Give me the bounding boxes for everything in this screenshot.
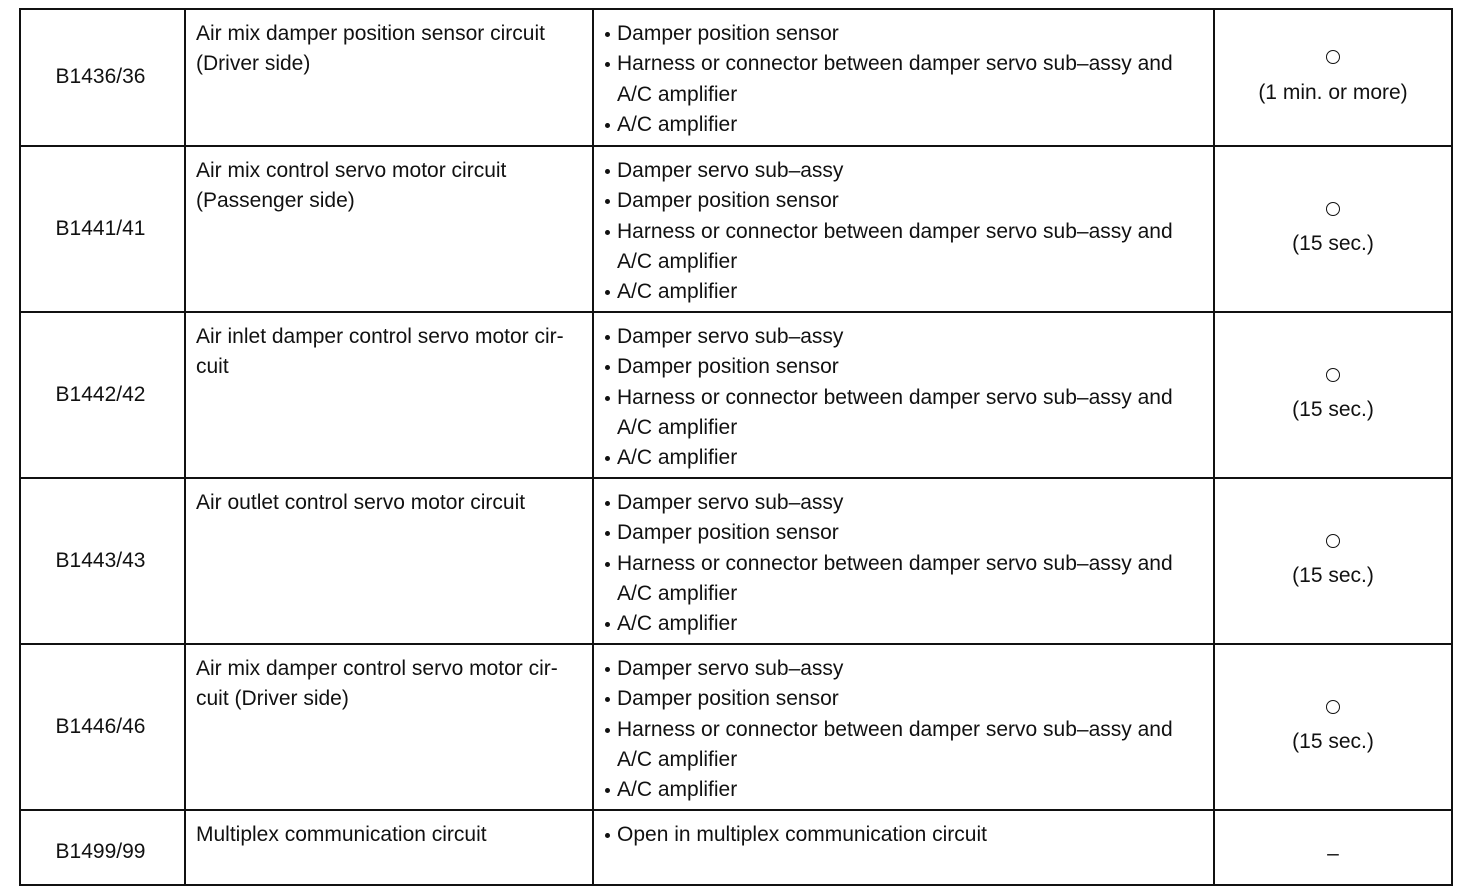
memory-cell [1214,9,1452,146]
trouble-area-item: Damper position sensor [604,19,1205,49]
trouble-area [593,9,1214,146]
dtc-table-body [20,9,1452,885]
trouble-area [593,146,1214,312]
detection-item: Air outlet control servo motor circuit [185,478,593,644]
trouble-area-item: Damper position sensor [604,684,1205,714]
trouble-area-item: Harness or connector between damper servo sub–assy and A/C amplifier [604,549,1205,610]
detection-item: Air inlet damper control servo motor cir-cuit [185,312,593,478]
dtc-code: B1446/46 [20,644,185,810]
detection-item: Air mix damper control servo motor cir-cuit (Driver side) [185,644,593,810]
trouble-area [593,644,1214,810]
memory-cell [1214,644,1452,810]
trouble-area [593,478,1214,644]
dash-mark: – [1327,842,1339,866]
trouble-area-item: Damper servo sub–assy [604,322,1205,352]
circle-mark-icon [1326,700,1340,714]
trouble-area-item: Damper position sensor [604,352,1205,382]
trouble-area-item: Damper position sensor [604,186,1205,216]
detection-item: Multiplex communication circuit [185,810,593,885]
memory-note: (15 sec.) [1292,564,1374,587]
trouble-area-item: Damper servo sub–assy [604,156,1205,186]
dtc-code: B1443/43 [20,478,185,644]
trouble-area-item: Damper servo sub–assy [604,488,1205,518]
trouble-area-item: Harness or connector between damper servo sub–assy and A/C amplifier [604,217,1205,278]
trouble-area [593,810,1214,885]
memory-note: (15 sec.) [1292,398,1374,421]
trouble-area-item: Harness or connector between damper servo sub–assy and A/C amplifier [604,715,1205,776]
memory-cell [1214,146,1452,312]
trouble-area-list [604,488,1205,639]
table-row [20,644,1452,810]
detection-item: Air mix control servo motor circuit (Passenger side) [185,146,593,312]
trouble-area-item: A/C amplifier [604,277,1205,307]
memory-note: (1 min. or more) [1258,80,1408,104]
trouble-area-item: A/C amplifier [604,110,1205,140]
memory-note: (15 sec.) [1292,730,1374,753]
circle-mark-icon [1326,368,1340,382]
memory-note: (15 sec.) [1292,232,1374,255]
trouble-area-item: Open in multiplex communication circuit [604,820,1205,850]
table-row [20,312,1452,478]
trouble-area-list [604,322,1205,473]
circle-mark-icon [1326,534,1340,548]
circle-mark-icon [1326,202,1340,216]
trouble-area [593,312,1214,478]
table-row [20,478,1452,644]
trouble-area-item: Harness or connector between damper servo sub–assy and A/C amplifier [604,383,1205,444]
trouble-area-list [604,654,1205,805]
dtc-table [19,8,1453,886]
trouble-area-item: Damper position sensor [604,518,1205,548]
dtc-code: B1441/41 [20,146,185,312]
memory-cell [1214,810,1452,885]
trouble-area-item: A/C amplifier [604,609,1205,639]
circle-mark-icon [1326,50,1340,64]
dtc-code: B1499/99 [20,810,185,885]
table-row [20,146,1452,312]
trouble-area-item: Harness or connector between damper servo sub–assy and A/C amplifier [604,49,1205,110]
memory-cell [1214,478,1452,644]
dtc-code: B1436/36 [20,9,185,146]
trouble-area-item: A/C amplifier [604,775,1205,805]
table-row [20,9,1452,146]
detection-item: Air mix damper position sensor circuit (Driver side) [185,9,593,146]
memory-cell [1214,312,1452,478]
trouble-area-list [604,19,1205,140]
trouble-area-list [604,820,1205,850]
trouble-area-list [604,156,1205,307]
table-row [20,810,1452,885]
trouble-area-item: Damper servo sub–assy [604,654,1205,684]
dtc-code: B1442/42 [20,312,185,478]
trouble-area-item: A/C amplifier [604,443,1205,473]
